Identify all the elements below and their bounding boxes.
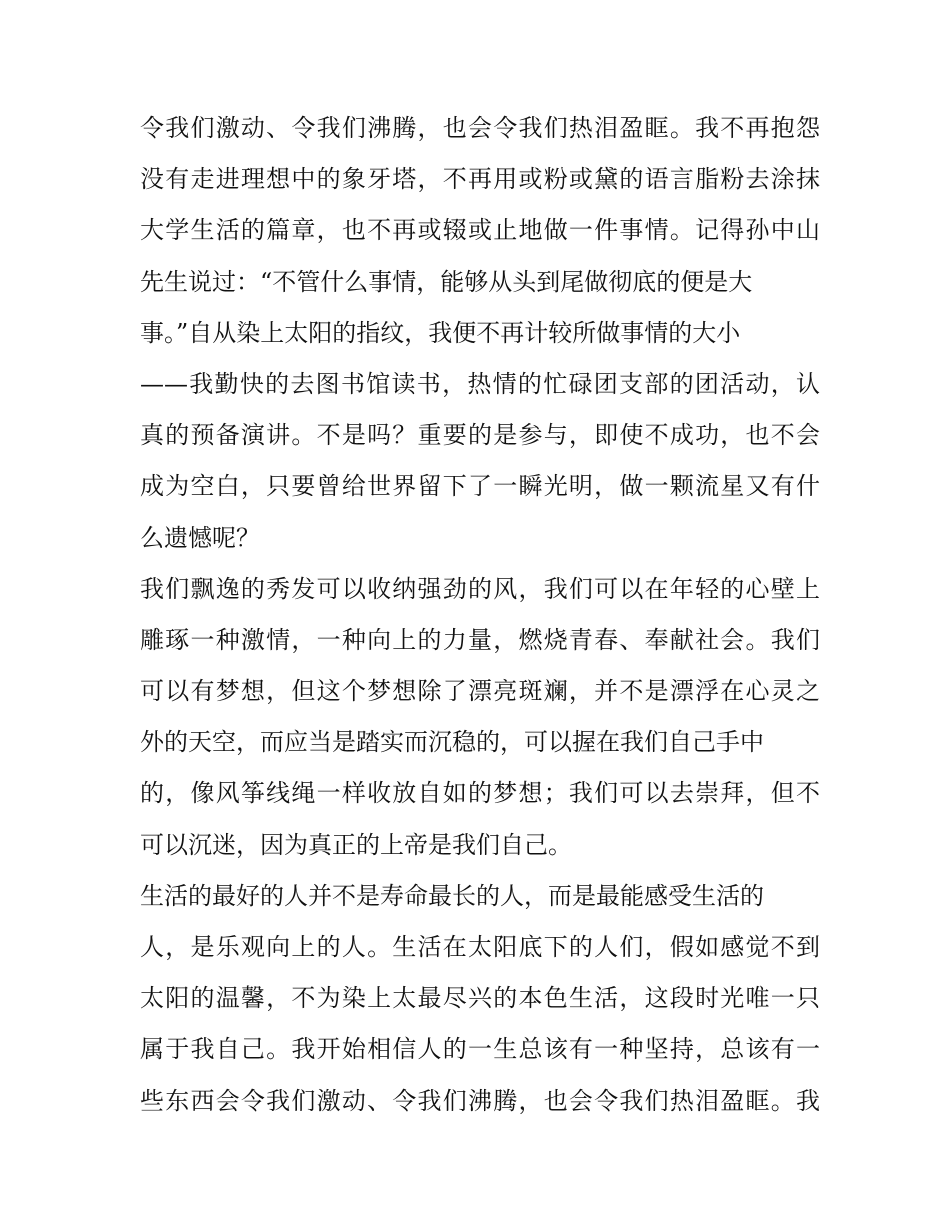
text-line: 太阳的温馨，不为染上太最尽兴的本色生活，这段时光唯一只 xyxy=(140,984,820,1013)
text-line: ——我勤快的去图书馆读书，热情的忙碌团支部的团活动，认 xyxy=(140,369,820,398)
text-line: 大学生活的篇章，也不再或辍或止地做一件事情。记得孙中山 xyxy=(140,216,820,245)
text-line: 人，是乐观向上的人。生活在太阳底下的人们，假如感觉不到 xyxy=(140,933,820,961)
text-line: 生活的最好的人并不是寿命最长的人，而是最能感受生活的 xyxy=(140,881,764,910)
text-line: 么遗憾呢？ xyxy=(140,523,260,552)
text-line: 可以有梦想，但这个梦想除了漂亮斑斓，并不是漂浮在心灵之 xyxy=(140,677,820,706)
text-line: 可以沉迷，因为真正的上帝是我们自己。 xyxy=(140,830,572,859)
text-line: 属于我自己。我开始相信人的一生总该有一种坚持，总该有一 xyxy=(140,1035,820,1064)
text-line: 雕琢一种激情，一种向上的力量，燃烧青春、奉献社会。我们 xyxy=(140,625,820,654)
text-line: 真的预备演讲。不是吗？重要的是参与，即使不成功，也不会 xyxy=(140,421,820,450)
text-line: 先生说过：“不管什么事情，能够从头到尾做彻底的便是大 xyxy=(140,267,753,296)
text-line: 我们飘逸的秀发可以收纳强劲的风，我们可以在年轻的心壁上 xyxy=(140,574,820,603)
text-line: 事。”自从染上太阳的指纹，我便不再计较所做事情的大小 xyxy=(140,318,741,347)
text-line: 些东西会令我们激动、令我们沸腾，也会令我们热泪盈眶。我 xyxy=(140,1086,820,1115)
text-line: 的，像风筝线绳一样收放自如的梦想；我们可以去崇拜，但不 xyxy=(140,779,820,808)
body-text xyxy=(140,103,820,1127)
text-line: 成为空白，只要曾给世界留下了一瞬光明，做一颗流星又有什 xyxy=(140,472,820,501)
text-line: 没有走进理想中的象牙塔，不再用或粉或黛的语言脂粉去涂抹 xyxy=(140,165,820,194)
text-line: 令我们激动、令我们沸腾，也会令我们热泪盈眶。我不再抱怨 xyxy=(140,114,820,142)
text-line: 外的天空，而应当是踏实而沉稳的，可以握在我们自己手中 xyxy=(140,728,764,757)
